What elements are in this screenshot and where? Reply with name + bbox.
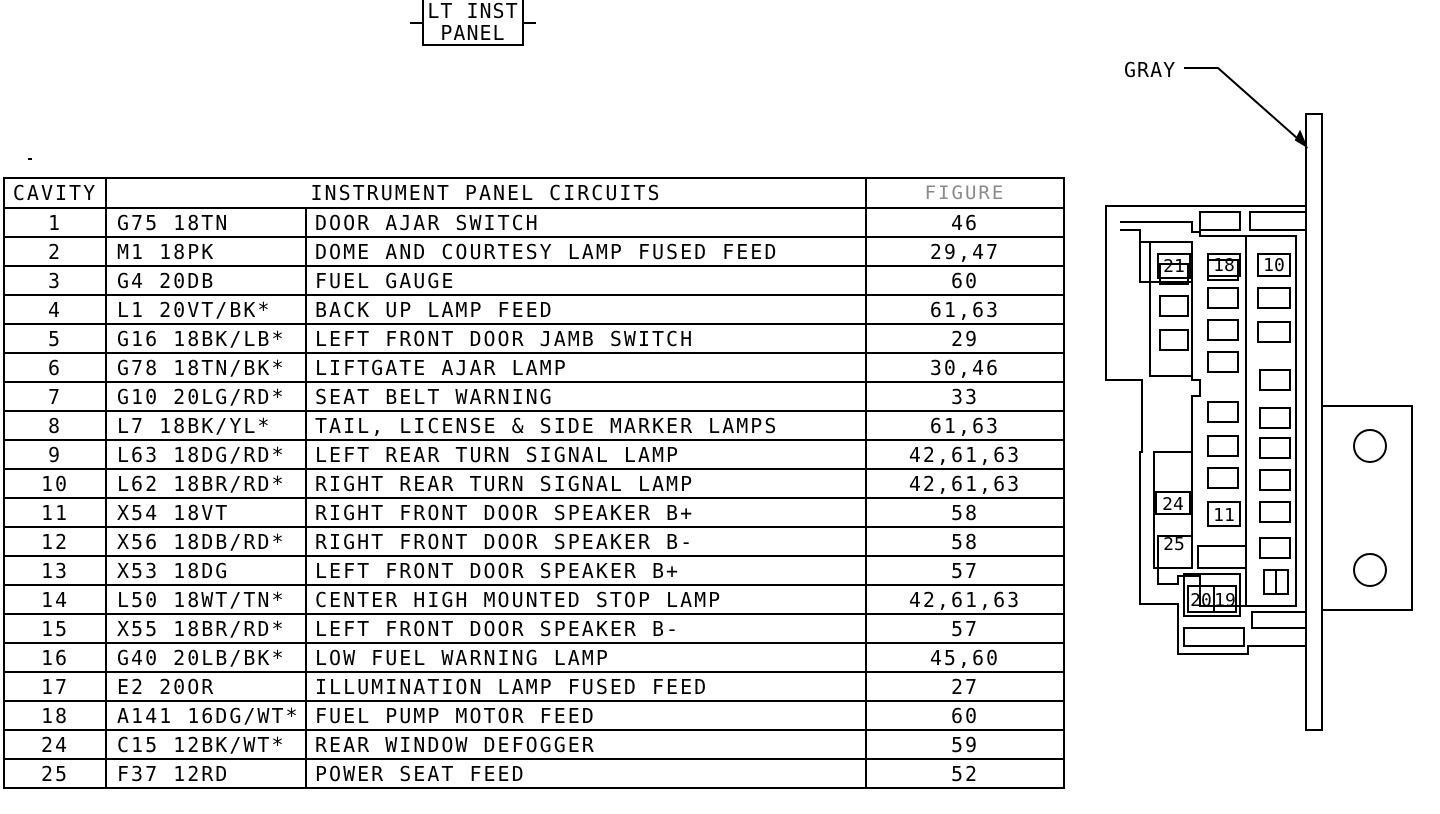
cavity-slot xyxy=(1260,538,1290,558)
cavity-11-label: 11 xyxy=(1213,505,1235,526)
label-tick-right xyxy=(524,22,536,24)
cavity-slot xyxy=(1260,408,1290,428)
cavity-slot xyxy=(1208,402,1238,422)
cavity-slot xyxy=(1260,502,1290,522)
table-row xyxy=(4,324,1064,353)
cavity-cell: 10 xyxy=(4,469,106,498)
cavity-slot xyxy=(1160,330,1188,350)
cavity-cell: 7 xyxy=(4,382,106,411)
header-circuits: INSTRUMENT PANEL CIRCUITS xyxy=(106,178,866,208)
cavity-cell: 8 xyxy=(4,411,106,440)
connector-name-line2: PANEL xyxy=(440,21,506,45)
connector-color-label: GRAY xyxy=(1124,58,1177,82)
table-row xyxy=(4,469,1064,498)
figure-cell: 60 xyxy=(866,701,1064,730)
figure-cell: 27 xyxy=(866,672,1064,701)
wire-cell: G40 20LB/BK* xyxy=(106,643,306,672)
figure-cell: 29 xyxy=(866,324,1064,353)
cavity-cell: 16 xyxy=(4,643,106,672)
description-cell: DOOR AJAR SWITCH xyxy=(306,208,866,237)
table-row xyxy=(4,353,1064,382)
wire-cell: C15 12BK/WT* xyxy=(106,730,306,759)
cavity-slot xyxy=(1260,438,1290,458)
connector-face-svg xyxy=(1100,50,1430,740)
header-cavity: CAVITY xyxy=(4,178,106,208)
table-row xyxy=(4,556,1064,585)
wire-cell: G75 18TN xyxy=(106,208,306,237)
figure-cell: 33 xyxy=(866,382,1064,411)
table-row xyxy=(4,759,1064,788)
description-cell: LOW FUEL WARNING LAMP xyxy=(306,643,866,672)
mount-tab xyxy=(1322,406,1412,610)
figure-cell: 30,46 xyxy=(866,353,1064,382)
wire-cell: G78 18TN/BK* xyxy=(106,353,306,382)
header-figure: FIGURE xyxy=(866,178,1064,208)
leader-arrowhead xyxy=(1296,132,1306,146)
table-row xyxy=(4,701,1064,730)
table-row xyxy=(4,585,1064,614)
wire-cell: L62 18BR/RD* xyxy=(106,469,306,498)
description-cell: LIFTGATE AJAR LAMP xyxy=(306,353,866,382)
bottom-right-key xyxy=(1252,612,1306,628)
wire-cell: E2 20OR xyxy=(106,672,306,701)
wire-cell: G16 18BK/LB* xyxy=(106,324,306,353)
figure-cell: 52 xyxy=(866,759,1064,788)
cavity-cell: 6 xyxy=(4,353,106,382)
figure-cell: 60 xyxy=(866,266,1064,295)
cavity-cell: 14 xyxy=(4,585,106,614)
wire-cell: G4 20DB xyxy=(106,266,306,295)
cavity-21-label: 21 xyxy=(1163,256,1185,277)
figure-cell: 57 xyxy=(866,614,1064,643)
cavity-cell: 12 xyxy=(4,527,106,556)
wire-cell: L7 18BK/YL* xyxy=(106,411,306,440)
wire-cell: L63 18DG/RD* xyxy=(106,440,306,469)
figure-cell: 61,63 xyxy=(866,411,1064,440)
table-row xyxy=(4,411,1064,440)
description-cell: LEFT FRONT DOOR SPEAKER B+ xyxy=(306,556,866,585)
wire-cell: L1 20VT/BK* xyxy=(106,295,306,324)
cavity-slot xyxy=(1258,288,1290,308)
cavity-cell: 25 xyxy=(4,759,106,788)
cavity-slot xyxy=(1160,296,1188,316)
table-row xyxy=(4,208,1064,237)
description-cell: REAR WINDOW DEFOGGER xyxy=(306,730,866,759)
table-row xyxy=(4,730,1064,759)
figure-cell: 29,47 xyxy=(866,237,1064,266)
description-cell: RIGHT FRONT DOOR SPEAKER B+ xyxy=(306,498,866,527)
cavity-slot xyxy=(1258,322,1290,342)
figure-cell: 42,61,63 xyxy=(866,440,1064,469)
description-cell: FUEL GAUGE xyxy=(306,266,866,295)
description-cell: TAIL, LICENSE & SIDE MARKER LAMPS xyxy=(306,411,866,440)
description-cell: BACK UP LAMP FEED xyxy=(306,295,866,324)
figure-cell: 57 xyxy=(866,556,1064,585)
description-cell: LEFT FRONT DOOR JAMB SWITCH xyxy=(306,324,866,353)
table-row xyxy=(4,295,1064,324)
cavity-slot xyxy=(1198,546,1246,568)
cavity-slot xyxy=(1260,370,1290,390)
wire-cell: X56 18DB/RD* xyxy=(106,527,306,556)
cavity-18-label: 18 xyxy=(1213,255,1235,276)
cavity-cell: 1 xyxy=(4,208,106,237)
figure-cell: 46 xyxy=(866,208,1064,237)
top-key-2 xyxy=(1250,212,1306,230)
figure-cell: 42,61,63 xyxy=(866,469,1064,498)
description-cell: LEFT FRONT DOOR SPEAKER B- xyxy=(306,614,866,643)
pinout-table-container xyxy=(3,177,1063,789)
description-cell: ILLUMINATION LAMP FUSED FEED xyxy=(306,672,866,701)
table-header-row xyxy=(4,178,1064,208)
cavity-cell: 9 xyxy=(4,440,106,469)
cavity-10-label: 10 xyxy=(1263,255,1285,276)
stray-mark xyxy=(28,158,32,160)
inner-frame-right xyxy=(1246,236,1296,606)
cavity-cell: 15 xyxy=(4,614,106,643)
cavity-slot xyxy=(1208,320,1238,340)
wire-cell: X54 18VT xyxy=(106,498,306,527)
mount-hole-upper xyxy=(1354,430,1386,462)
cavity-cell: 2 xyxy=(4,237,106,266)
figure-cell: 59 xyxy=(866,730,1064,759)
cavity-cell: 3 xyxy=(4,266,106,295)
table-row xyxy=(4,382,1064,411)
wire-cell: L50 18WT/TN* xyxy=(106,585,306,614)
mount-flange xyxy=(1306,114,1322,730)
wire-cell: F37 12RD xyxy=(106,759,306,788)
cavity-cell: 11 xyxy=(4,498,106,527)
description-cell: DOME AND COURTESY LAMP FUSED FEED xyxy=(306,237,866,266)
description-cell: SEAT BELT WARNING xyxy=(306,382,866,411)
figure-cell: 58 xyxy=(866,498,1064,527)
description-cell: LEFT REAR TURN SIGNAL LAMP xyxy=(306,440,866,469)
wire-cell: A141 16DG/WT* xyxy=(106,701,306,730)
cavity-cell: 5 xyxy=(4,324,106,353)
wire-cell: X53 18DG xyxy=(106,556,306,585)
cavity-19-label: 19 xyxy=(1214,590,1236,611)
table-row xyxy=(4,440,1064,469)
cavity-slot xyxy=(1208,352,1238,372)
cavity-cell: 17 xyxy=(4,672,106,701)
table-row xyxy=(4,527,1064,556)
table-row xyxy=(4,614,1064,643)
figure-cell: 58 xyxy=(866,527,1064,556)
wire-cell: M1 18PK xyxy=(106,237,306,266)
cavity-25-label: 25 xyxy=(1163,534,1185,555)
cavity-cell: 18 xyxy=(4,701,106,730)
cavity-slot xyxy=(1208,468,1238,488)
bottom-key xyxy=(1184,628,1244,646)
cavity-slot xyxy=(1208,436,1238,456)
connector-name-label xyxy=(410,0,538,48)
figure-cell: 61,63 xyxy=(866,295,1064,324)
connector-name-line1: LT INST xyxy=(427,0,519,23)
description-cell: CENTER HIGH MOUNTED STOP LAMP xyxy=(306,585,866,614)
cavity-cell: 24 xyxy=(4,730,106,759)
pinout-table xyxy=(3,177,1065,789)
table-row xyxy=(4,643,1064,672)
cavity-20-label: 20 xyxy=(1190,590,1212,611)
wire-cell: X55 18BR/RD* xyxy=(106,614,306,643)
cavity-slot xyxy=(1260,470,1290,490)
description-cell: RIGHT FRONT DOOR SPEAKER B- xyxy=(306,527,866,556)
table-row xyxy=(4,237,1064,266)
table-row xyxy=(4,266,1064,295)
cavity-24-label: 24 xyxy=(1162,494,1184,515)
table-row xyxy=(4,498,1064,527)
cavity-slot xyxy=(1208,288,1238,308)
cavity-cell: 13 xyxy=(4,556,106,585)
wire-cell: G10 20LG/RD* xyxy=(106,382,306,411)
leader-line xyxy=(1184,68,1306,146)
connector-name-box xyxy=(422,0,524,46)
description-cell: POWER SEAT FEED xyxy=(306,759,866,788)
cavity-cell: 4 xyxy=(4,295,106,324)
figure-cell: 45,60 xyxy=(866,643,1064,672)
connector-face-diagram xyxy=(1100,50,1430,740)
table-row xyxy=(4,672,1064,701)
top-key-1 xyxy=(1200,212,1240,230)
description-cell: RIGHT REAR TURN SIGNAL LAMP xyxy=(306,469,866,498)
figure-cell: 42,61,63 xyxy=(866,585,1064,614)
description-cell: FUEL PUMP MOTOR FEED xyxy=(306,701,866,730)
label-tick-left xyxy=(410,22,422,24)
mount-hole-lower xyxy=(1354,554,1386,586)
